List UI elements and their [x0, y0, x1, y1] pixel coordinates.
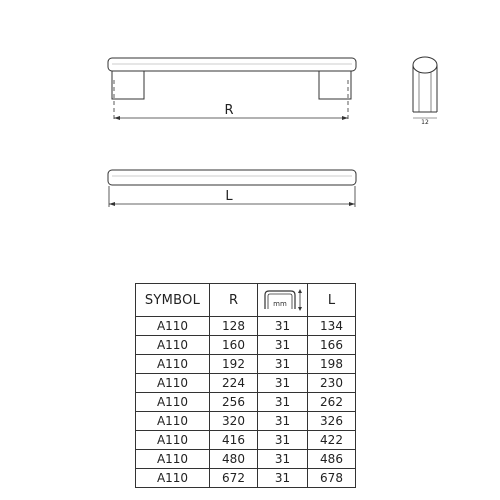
cell-r: 192	[210, 355, 258, 374]
cell-r: 416	[210, 431, 258, 450]
cell-r: 128	[210, 317, 258, 336]
header-symbol: SYMBOL	[136, 284, 210, 317]
cell-height: 31	[258, 336, 308, 355]
cell-symbol: A110	[136, 336, 210, 355]
cell-height: 31	[258, 393, 308, 412]
table-row	[136, 336, 356, 355]
side-view	[413, 57, 437, 118]
table-row	[136, 355, 356, 374]
table-row	[136, 431, 356, 450]
cell-l: 262	[308, 393, 356, 412]
table-row	[136, 412, 356, 431]
table-row	[136, 393, 356, 412]
cell-l: 230	[308, 374, 356, 393]
cell-l: 678	[308, 469, 356, 488]
cell-symbol: A110	[136, 317, 210, 336]
arrow-R-left	[114, 116, 120, 120]
cell-height: 31	[258, 317, 308, 336]
svg-text:mm: mm	[272, 300, 287, 308]
header-r: R	[210, 284, 258, 317]
cell-r: 256	[210, 393, 258, 412]
header-height	[258, 284, 308, 317]
cell-r: 320	[210, 412, 258, 431]
table-header-row	[136, 284, 356, 317]
table-row	[136, 469, 356, 488]
cell-l: 166	[308, 336, 356, 355]
dimension-label-L: L	[225, 189, 233, 204]
cell-l: 422	[308, 431, 356, 450]
cell-r: 480	[210, 450, 258, 469]
cell-symbol: A110	[136, 431, 210, 450]
cell-symbol: A110	[136, 450, 210, 469]
cell-l: 326	[308, 412, 356, 431]
dimension-label-R: R	[224, 103, 234, 118]
arrow-L-right	[349, 202, 355, 206]
arrow-L-left	[109, 202, 115, 206]
header-l: L	[308, 284, 356, 317]
cell-l: 134	[308, 317, 356, 336]
arrow-R-right	[342, 116, 348, 120]
cell-l: 486	[308, 450, 356, 469]
cell-height: 31	[258, 469, 308, 488]
handle-height-icon	[262, 287, 304, 313]
cell-r: 224	[210, 374, 258, 393]
cell-symbol: A110	[136, 374, 210, 393]
handle-foot-right	[319, 71, 351, 99]
table-row	[136, 374, 356, 393]
table-row	[136, 450, 356, 469]
cell-height: 31	[258, 355, 308, 374]
side-view-top-ellipse	[413, 57, 437, 73]
dimension-table	[135, 283, 356, 488]
handle-foot-left	[112, 71, 144, 99]
cell-symbol: A110	[136, 355, 210, 374]
cell-symbol: A110	[136, 469, 210, 488]
handle-bar-top	[108, 170, 356, 185]
cell-symbol: A110	[136, 393, 210, 412]
cell-height: 31	[258, 374, 308, 393]
cell-l: 198	[308, 355, 356, 374]
handle-bar-front	[108, 58, 356, 71]
dimension-label-profile-width: 12	[421, 119, 429, 126]
cell-r: 160	[210, 336, 258, 355]
cell-height: 31	[258, 412, 308, 431]
cell-height: 31	[258, 450, 308, 469]
table-row	[136, 317, 356, 336]
cell-r: 672	[210, 469, 258, 488]
cell-symbol: A110	[136, 412, 210, 431]
cell-height: 31	[258, 431, 308, 450]
